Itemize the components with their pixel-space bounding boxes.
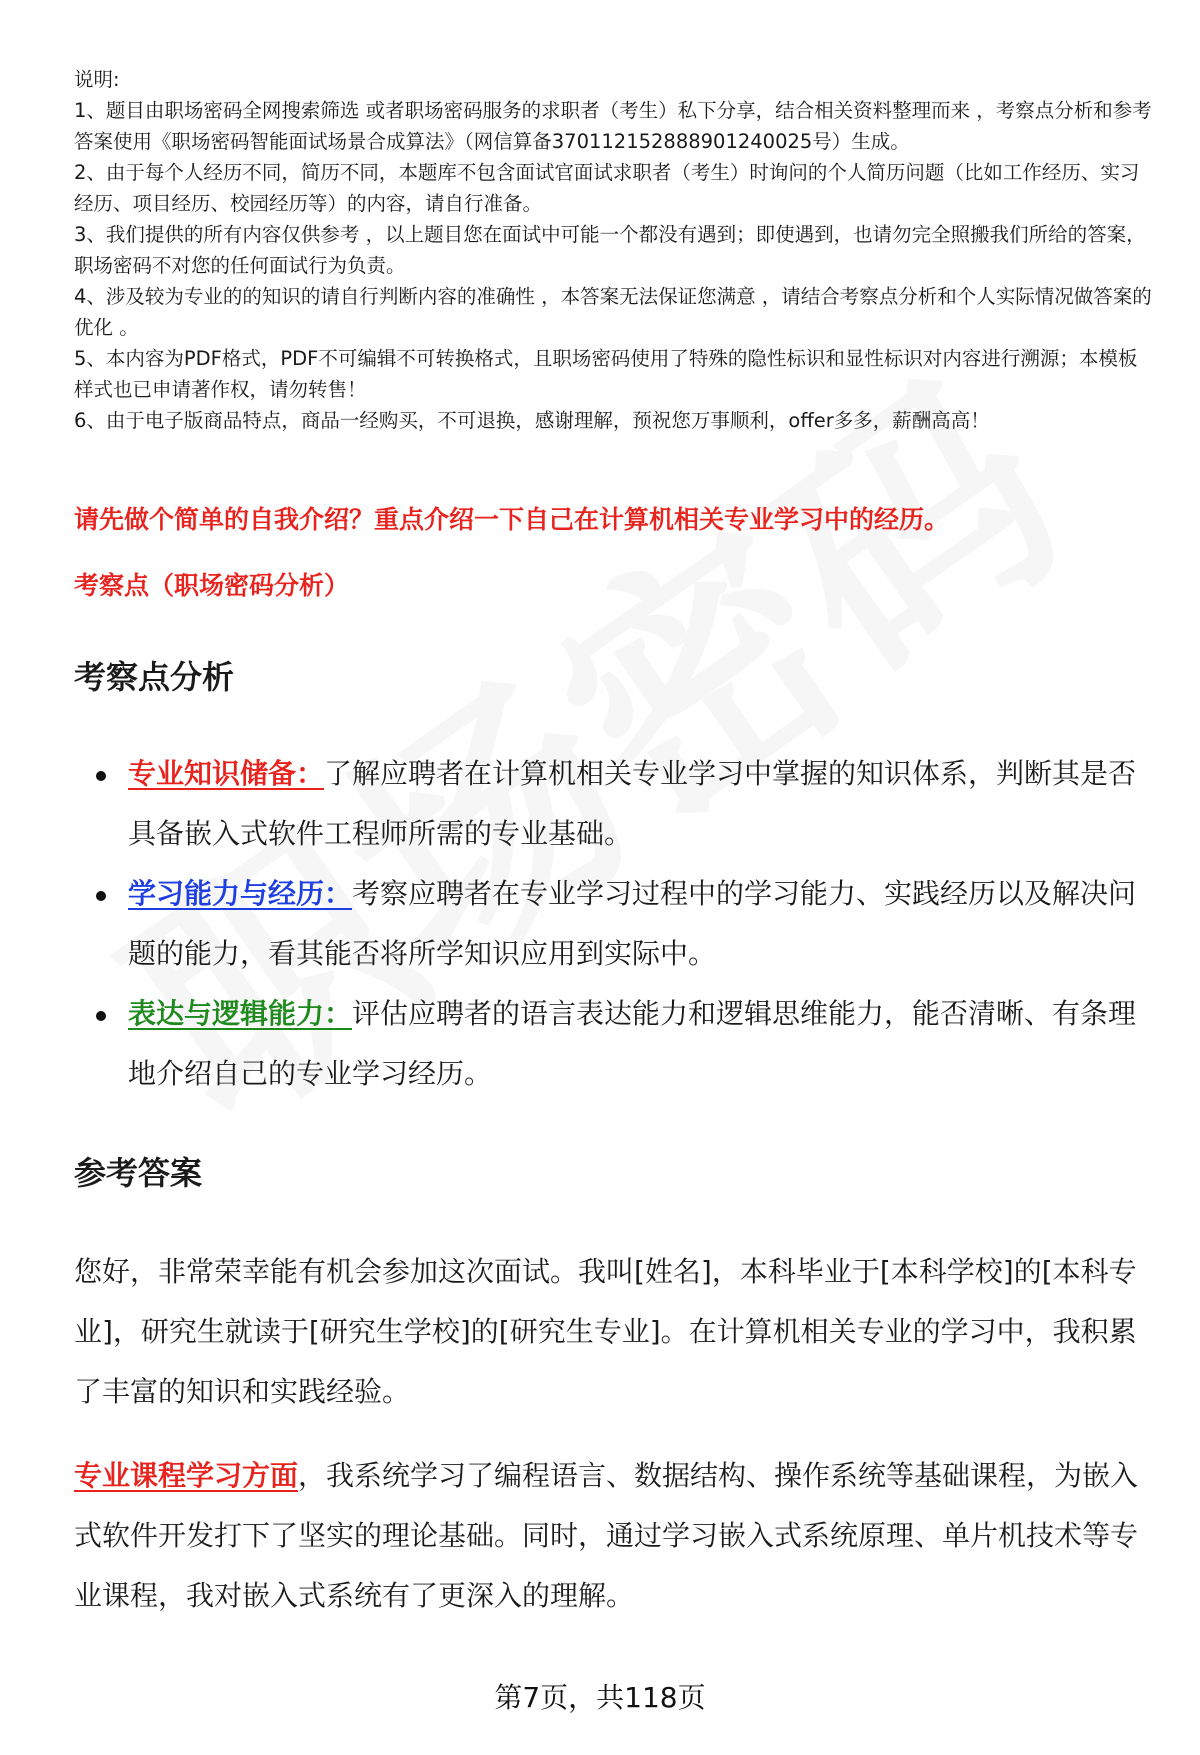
paragraph-text: ，我系统学习了编程语言、数据结构、操作系统等基础课程，为嵌入式软件开发打下了坚实的理论基础。同时，通过学习嵌入式系统原理、单片机技术等专业课程，我对嵌入式系统有了更深入的理解。: [74, 1459, 1139, 1612]
note-item: 3、我们提供的所有内容仅供参考 ，以上题目您在面试中可能一个都没有遇到；即使遇到，也请勿完全照搬我们所给的答案，职场密码不对您的任何面试行为负责。: [74, 223, 1146, 277]
assessment-label: 考察点（职场密码分析）: [74, 571, 350, 600]
list-item: [74, 744, 1164, 864]
note-item: 6、由于电子版商品特点，商品一经购买，不可退换，感谢理解，预祝您万事顺利，offer多多，薪酬高高！: [74, 409, 990, 432]
disclaimer-notes: [74, 64, 1154, 436]
bullet-text: 评估应聘者的语言表达能力和逻辑思维能力，能否清晰、有条理地介绍自己的专业学习经历。: [128, 997, 1137, 1090]
note-item: 1、题目由职场密码全网搜索筛选 或者职场密码服务的求职者（考生）私下分享，结合相关资料整理而来 ，考察点分析和参考答案使用《职场密码智能面试场景合成算法》（网信算备370112152888901240025号）生成。: [74, 99, 1152, 153]
note-item: 4、涉及较为专业的的知识的请自行判断内容的准确性 ，本答案无法保证您满意 ，请结合考察点分析和个人实际情况做答案的优化 。: [74, 285, 1152, 339]
answer-heading: 参考答案: [74, 1154, 203, 1192]
list-item: [74, 984, 1164, 1104]
list-item: [74, 864, 1164, 984]
answer-paragraph: 您好，非常荣幸能有机会参加这次面试。我叫[姓名]，本科毕业于[本科学校]的[本科专业]，研究生就读于[研究生学校]的[研究生专业]。在计算机相关专业的学习中，我积累了丰富的知识和实践经验。: [74, 1255, 1137, 1408]
bullet-icon: [96, 1011, 106, 1021]
answer-paragraph: [74, 1446, 1154, 1626]
analysis-list: [74, 744, 1164, 1104]
bullet-key: 学习能力与经历：: [128, 877, 353, 910]
bullet-text: 考察应聘者在专业学习过程中的学习能力、实践经历以及解决问题的能力，看其能否将所学知识应用到实际中。: [128, 877, 1137, 970]
analysis-heading: 考察点分析: [74, 658, 235, 696]
note-item: 2、由于每个人经历不同，简历不同，本题库不包含面试官面试求职者（考生）时询问的个人简历问题（比如工作经历、实习经历、项目经历、校园经历等）的内容，请自行准备。: [74, 161, 1140, 215]
note-item: 5、本内容为PDF格式，PDF不可编辑不可转换格式，且职场密码使用了特殊的隐性标识和显性标识对内容进行溯源；本模板样式也已申请著作权，请勿转售！: [74, 347, 1138, 401]
bullet-icon: [96, 891, 106, 901]
page-number: 第7页，共118页: [494, 1681, 706, 1714]
bullet-icon: [96, 771, 106, 781]
notes-heading: 说明:: [74, 68, 120, 91]
bullet-key: 专业知识储备：: [128, 757, 325, 790]
bullet-key: 表达与逻辑能力：: [128, 997, 353, 1030]
paragraph-lead: 专业课程学习方面: [74, 1459, 299, 1492]
interview-question: 请先做个简单的自我介绍？重点介绍一下自己在计算机相关专业学习中的经历。: [74, 505, 950, 534]
bullet-text: 了解应聘者在计算机相关专业学习中掌握的知识体系，判断其是否具备嵌入式软件工程师所需的专业基础。: [128, 757, 1137, 850]
